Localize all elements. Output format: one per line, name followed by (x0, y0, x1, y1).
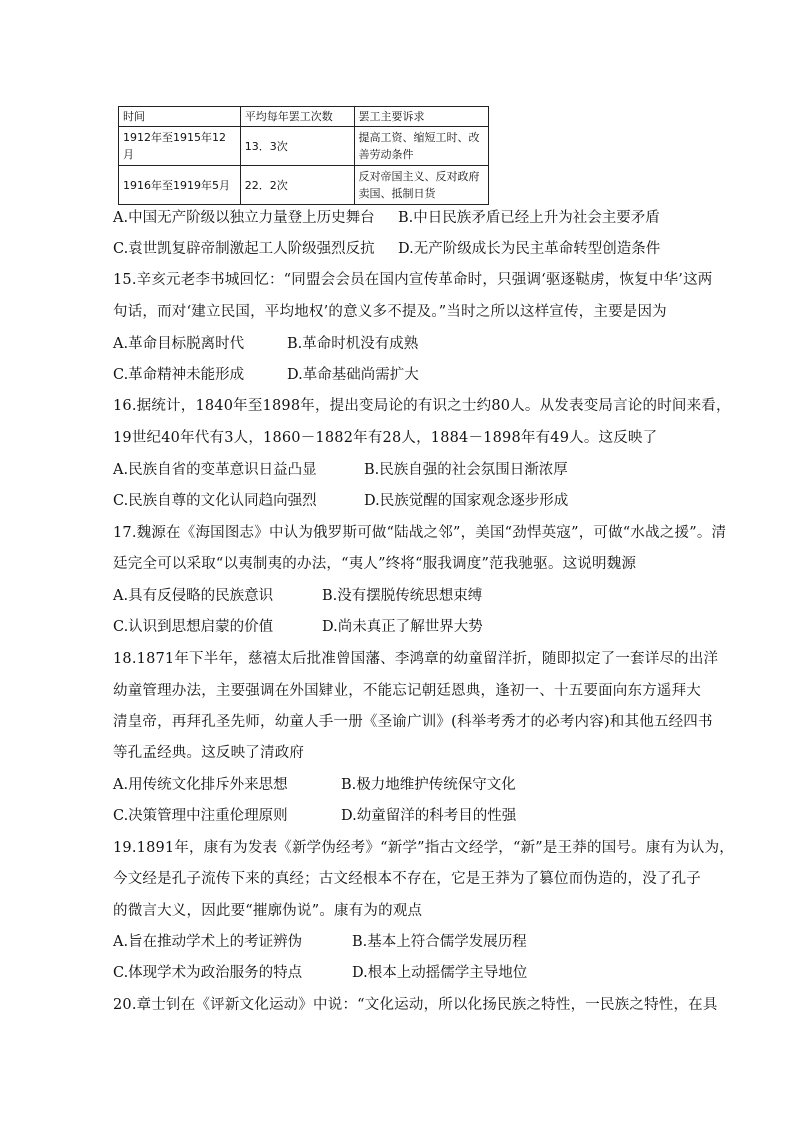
table-cell-period: 1916年至1919年5月 (119, 166, 241, 205)
q14-option-c: C.袁世凯复辟帝制激起工人阶级强烈反抗 (113, 241, 375, 257)
q18-stem-line: 幼童管理办法，主要强调在外国肄业，不能忘记朝廷恩典，逢初一、十五要面向东方遥拜大 (113, 683, 701, 699)
q14-option-b: B.中日民族矛盾已经上升为社会主要矛盾 (398, 210, 660, 226)
q20-stem-line: 20.章士钊在《评新文化运动》中说：“文化运动，所以化扬民族之特性，一民族之特性，在具 (113, 997, 718, 1013)
q18-stem-line: 清皇帝，再拜孔圣先师，幼童人手一册《圣谕广训》(科举考秀才的必考内容)和其他五经四书 (113, 714, 713, 730)
table-cell-demand: 提高工资、缩短工时、改善劳动条件 (354, 127, 488, 166)
q17-stem-line: 17.魏源在《海国图志》中认为俄罗斯可做“陆战之邻”，美国“劲悍英寇”，可做“水战之援”。清 (113, 525, 727, 541)
q16-option-b: B.民族自强的社会氛围日渐浓厚 (364, 462, 568, 478)
q18-option-b: B.极力地维护传统保守文化 (341, 777, 516, 793)
q15-option-c: C.革命精神未能形成 (113, 367, 245, 383)
q15-stem-line: 句话，而对‘建立民国，平均地权’的意义多不提及。”当时之所以这样宣传，主要是因为 (113, 304, 667, 320)
q16-option-a: A.民族自省的变革意识日益凸显 (113, 462, 317, 478)
q15-stem-line: 15.辛亥元老李书城回忆：“同盟会会员在国内宣传革命时，只强调‘驱逐鞑虏，恢复中华’这两 (113, 272, 713, 288)
q15-option-a: A.革命目标脱离时代 (113, 336, 245, 352)
q17-option-a: A.具有反侵略的民族意识 (113, 588, 274, 604)
q17-option-b: B.没有摆脱传统思想束缚 (322, 588, 483, 604)
q18-option-d: D.幼童留洋的科考目的性强 (341, 808, 517, 824)
q15-option-b: B.革命时机没有成熟 (287, 336, 419, 352)
q17-option-d: D.尚未真正了解世界大势 (322, 619, 483, 635)
q16-stem-line: 16.据统计，1840年至1898年，提出变局论的有识之士约80人。从发表变局言论的时间来看， (113, 398, 731, 414)
q17-option-c: C.认识到思想启蒙的价值 (113, 619, 274, 635)
table-header-cell: 罢工主要诉求 (354, 107, 488, 127)
q18-stem-line: 18.1871年下半年，慈禧太后批准曾国藩、李鸿章的幼童留洋折，随即拟定了一套详尽的出洋 (113, 651, 719, 667)
q18-option-c: C.决策管理中注重伦理原则 (113, 808, 288, 824)
q17-stem-line: 廷完全可以采取“以夷制夷的办法，“夷人”终将“服我调度”范我驰驱。这说明魏源 (113, 556, 637, 572)
table-header-cell: 平均每年罢工次数 (240, 107, 354, 127)
q16-option-c: C.民族自尊的文化认同趋向强烈 (113, 493, 317, 509)
q16-stem-line: 19世纪40年代有3人，1860－1882年有28人，1884－1898年有49人。这反映了 (113, 430, 658, 446)
q15-option-d: D.革命基础尚需扩大 (287, 367, 419, 383)
q14-option-d: D.无产阶级成长为民主革命转型创造条件 (398, 241, 661, 257)
q19-option-d: D.根本上动摇儒学主导地位 (352, 965, 528, 981)
q18-option-a: A.用传统文化排斥外来思想 (113, 777, 288, 793)
q19-option-a: A.旨在推动学术上的考证辨伪 (113, 934, 303, 950)
table-cell-period: 1912年至1915年12月 (119, 127, 241, 166)
q19-option-b: B.基本上符合儒学发展历程 (352, 934, 527, 950)
q19-stem-line: 的微言大义，因此要“摧廓伪说”。康有为的观点 (113, 903, 423, 919)
q19-stem-line: 19.1891年，康有为发表《新学伪经考》“新学”指古文经学，“新”是王莽的国号。康有为认为， (113, 840, 735, 856)
table-row (119, 166, 489, 205)
q14-option-a: A.中国无产阶级以独立力量登上历史舞台 (113, 210, 375, 226)
q19-option-c: C.体现学术为政治服务的特点 (113, 965, 303, 981)
table-row (119, 127, 489, 166)
table-header-row (119, 107, 489, 127)
q16-option-d: D.民族觉醒的国家观念逐步形成 (364, 493, 569, 509)
q19-stem-line: 今文经是孔子流传下来的真经；古文经根本不存在，它是王莽为了篡位而伪造的，没了孔子 (113, 871, 701, 887)
strike-statistics-table (118, 106, 489, 205)
table-cell-count: 13．3次 (240, 127, 354, 166)
table-cell-demand: 反对帝国主义、反对政府卖国、抵制日货 (354, 166, 488, 205)
table-cell-count: 22．2次 (240, 166, 354, 205)
q18-stem-line: 等孔孟经典。这反映了清政府 (113, 745, 305, 761)
table-header-cell: 时间 (119, 107, 241, 127)
